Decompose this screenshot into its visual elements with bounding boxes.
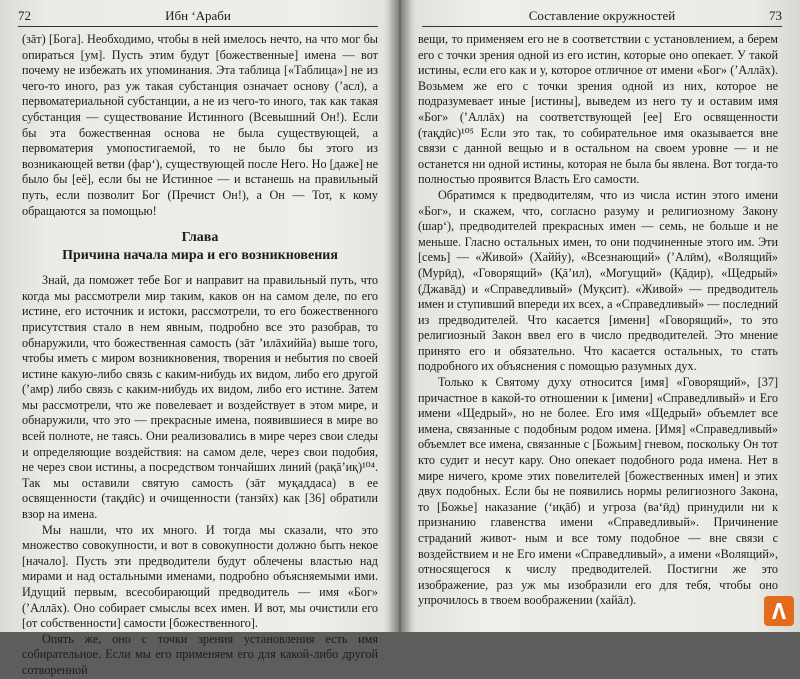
running-header-left	[18, 8, 378, 27]
running-header-right	[422, 8, 782, 27]
running-head-title: Составление окружностей	[528, 8, 676, 23]
chapter-label: Глава	[181, 230, 219, 246]
book-gutter-shadow	[388, 0, 412, 632]
paragraph: Опять же, оно с точки зрения установления есть имя собирательное. Если мы его применяем его для какой-либо другой сотворенной	[22, 631, 378, 677]
page-number: 72	[18, 8, 31, 23]
right-page-text	[418, 32, 778, 609]
left-page-text	[22, 32, 378, 679]
chapter-title: Причина начала мира и его возникновения	[62, 248, 338, 264]
paragraph: Только к Святому духу относится [имя] «Говорящий», [37] причастное в какой-то отношении к [имени] «Справедливый» и Его имени «Щедрый», но не более. Его имя «Щедрый» объемлет все имена, связанные с подобным родом имена. [Имя] «Справедливый» объемлет все имена, связанные с [Божьим] гневом, поскольку Он тот кто судит и несут кару. Оно опекает подобного рода имена. Нет в мире ничего, кроме этих повелителей [божественных имен] и этих двух подобных. Если бы не появились нормы религиозного Закона, то [Божье] наказание (‘иқāб) и угроза (ва‘ӣд) принудили ни к признанию главенства имени «Справедливый». Причинение страданий живот- ным и все тому подобное — вне связи с воздействием и не Его имени «Справедливый», а имени «Волящий», относящегося к числу предводителей. Постигни же это изображение, раз уж мы изобразили его для тебя, чтобы оно упрочилось в твоем воображении (хайāл).	[418, 375, 778, 608]
left-page	[0, 0, 396, 677]
paragraph: (зāт) [Бога]. Необходимо, чтобы в ней имелось нечто, на что мог бы опираться [ум]. Пусть этим будут [божественные] имена — вот почему не избежать их упоминания. Эта таблица [«Таблица»] не из чего-то иного, раз уж такая субстанция означает основу (’асл), а первоматериальной субстанции, а не из чего-то иного, так как такая субстанция — существование Истинного (Всевышний Он!). Если бы эта божественная основа не была существующей, а первоматерия умопостигаемой, то не было бы этого из возникающей ветви (фар‘), существующей после Него. Но [даже] не было бы [её], если бы не Истинное — и встанешь на правильный путь, если позволит Бог (Пречист Он!), а Он — Тот, к кому обращаются за помощью!	[22, 32, 379, 218]
paragraph: Знай, да поможет тебе Бог и направит на правильный путь, что когда мы рассмотрели мир таким, каков он на самом деле, по его истине, его источник и истоки, рассмотрели, то его божественного присутствия стало в нем явным, подробно все это разобрав, то обнаружили, что божественная самость (зāт ’илāхиййа) выше того, чтобы иметь с миром возникновения, творения и небытия по своей истине какую-либо связь с каким-нибудь их видом, либо его другой (’амр) либо связь с каким-нибудь их видом, либо его истине. Затем мы рассмотрели, что же повелевает и воздействует в этом мире, и обнаружили, что это — прекрасные имена, появившиеся в мире во всей полноте, не таясь. Они реализовались в мире через свои следы и определяющие воздействия: на самом деле, через свои подобия, не через свои истины, а посредством тончайших линий (рақā’иқ)¹⁰⁴. Так мы оставили святую самость (зāт муқаддаса) в ее освященности (тақдӣс) и очищенности (танзӣх) как [36] обратили взор на имена.	[22, 273, 378, 522]
page-number: 73	[769, 8, 782, 23]
running-head-title: Ибн ʻАраби	[165, 8, 231, 23]
logo-glyph	[764, 596, 794, 626]
right-page	[404, 0, 800, 632]
publisher-logo-icon	[764, 596, 794, 626]
paragraph: вещи, то применяем его не в соответствии с установлением, а берем его с точки зрения одной из его истин, которые оно опекает. У такой истины, если его как и у, которое отличное от имени «Бог» (’Аллāх). Возьмем же его с точки зрения одной из них, которое не подразумевает иные [истины], выведем из него ту и оставим имя «Бог» (’Аллāх) на соответствующей [ее] Его освященности (тақдӣс)¹⁰⁵ Если это так, то собирательное имя оказывается вне связи с данной вещью и в остальном на своем уровне — и не останется ни одной истины, которая не была бы явлена. Вот тогда-то полностью проявится Власть Его самости.	[418, 32, 778, 187]
chapter-heading	[22, 229, 378, 265]
paragraph: Обратимся к предводителям, что из числа истин этого имени «Бог», и скажем, что, согласно разуму и религиозному Закону (шар‘), предводителей прекрасных имен — семь, не больше и не меньше. Гласно остальных имен, то они подчиненные этого им. Эти [семь] — «Живой» (Хаййу), «Всезнающий» (’Алӣм), «Волящий» (Мурӣд), «Говорящий» (Қā’ил), «Могущий» (Қāдир), «Щедрый» (Джавāд) и «Справедливый» (Муқсит). «Живой» — предводитель имен и ступивший впереди их всех, а «Справедливый» — последний из предводителей. Что касается [имени] «Говорящий», то это религиозный Закон ввел его в число предводителей. Это мнение принято его и обязательно. Что касается остальных, то стать подробного их объяснения с помощью разумных дух.	[418, 187, 778, 374]
paragraph: Мы нашли, что их много. И тогда мы сказали, что это множество совокупности, и вот в совокупности должно быть некое [начало]. Пусть эти предводители будут облечены властью над мирами и над остальными именами, подробно объясняемыми ими. Идущий первым, всесобирающий предводитель — имя «Бог» (’Аллāх). Оно собирает смыслы всех имен. И вот, мы очистили его [от собственности] самости [божественного].	[22, 522, 378, 631]
